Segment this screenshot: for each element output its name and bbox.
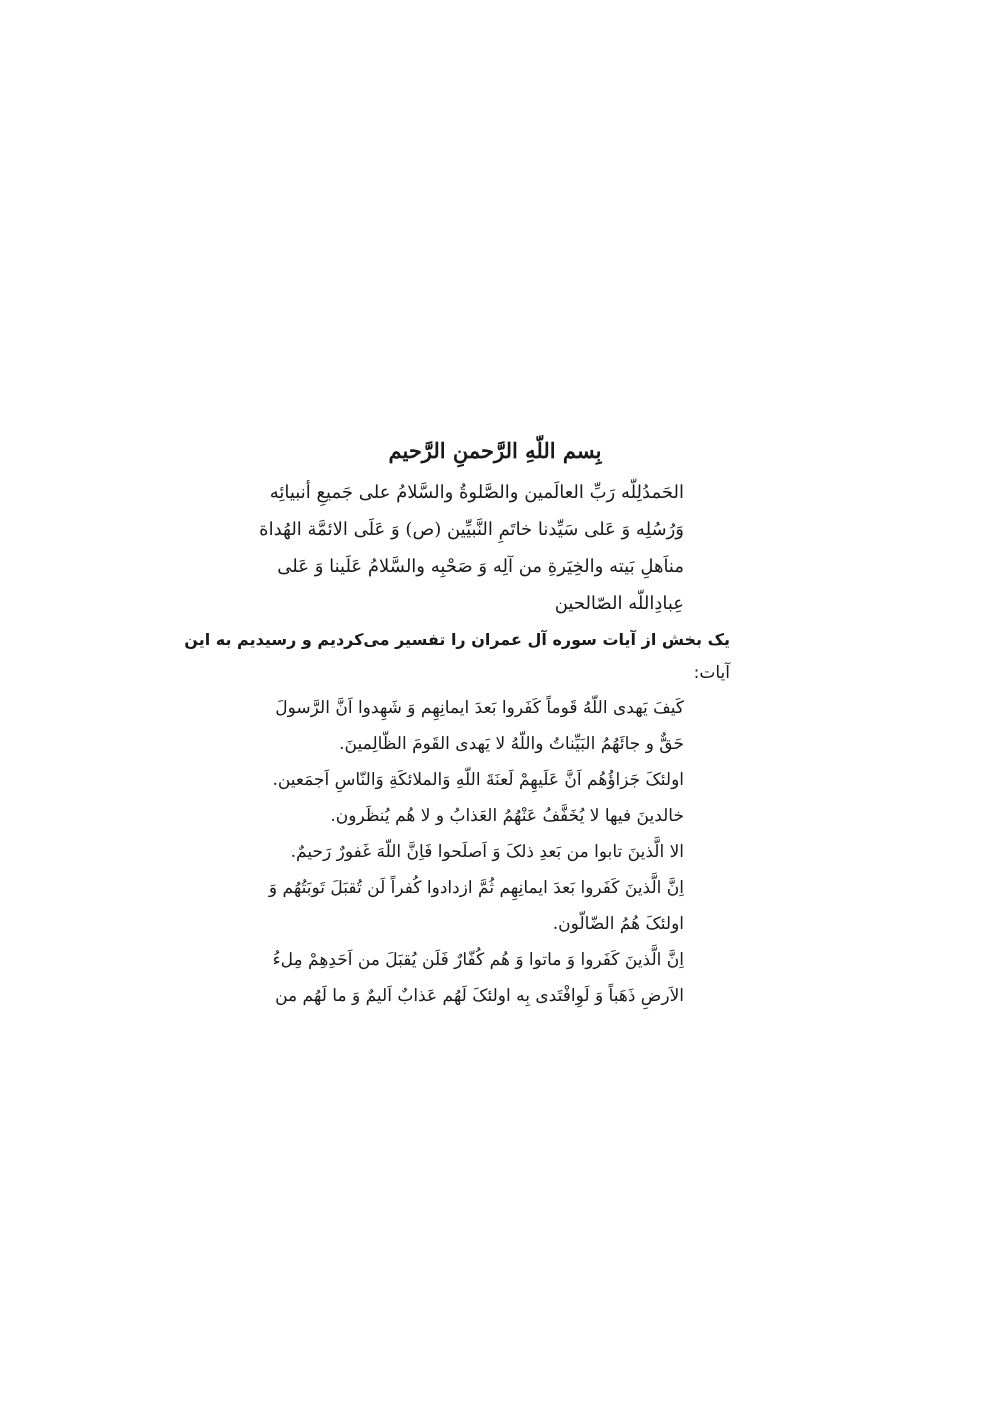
intro-line: وَرُسُلِه وَ عَلی سَيِّدنا خاتَمِ النَّبيِّين (ص) وَ عَلَی الائمَّة الهُداة bbox=[259, 519, 684, 540]
prose-line: آيات: bbox=[693, 663, 730, 683]
verse-line: اِنَّ الَّذينَ کَفَروا وَ ماتوا وَ هُم کُفّارٌ فَلَن يُقبَلَ من اَحَدِهِمْ مِلءُ bbox=[272, 950, 684, 970]
intro-line: عِبادِاللّه الصّالحين bbox=[554, 593, 684, 614]
verse-line: اولئکَ هُمُ الضّالّون. bbox=[552, 914, 684, 934]
intro-line: الحَمدُلِلّه رَبِّ العالَمين والصَّلوةُ والسَّلامُ علی جَميعِ أنبيائِه bbox=[269, 482, 684, 503]
page-title: بِسم اللّهِ الرَّحمنِ الرَّحيم bbox=[388, 438, 602, 463]
prose-line: یک بخش از آیات سوره آل عمران را تفسير می‌کرديم و رسيديم به اين bbox=[184, 630, 730, 649]
verse-line: الا الَّذينَ تابوا من بَعدِ ذلکَ وَ اَصلَحوا فَاِنَّ اللّهَ غَفورٌ رَحيمٌ. bbox=[290, 842, 684, 862]
verse-line: الاَرضِ ذَهَباً وَ لَوِافْتَدی بِه اولئکَ لَهُم عَذابٌ اَليمٌ وَ ما لَهُم من bbox=[275, 986, 684, 1006]
verse-line: حَقٌّ و جائَهُمُ البَيِّناتُ واللّهُ لا يَهدی القَومَ الظّالِمينَ. bbox=[339, 734, 684, 754]
verse-line: کَيفَ يَهدی اللّهُ قَوماً کَفَروا بَعدَ ايمانِهِم وَ شَهِدوا اَنَّ الرَّسولَ bbox=[275, 698, 684, 718]
verse-line: خالدينَ فيها لا يُخَفَّفُ عَنْهُمُ العَذابُ و لا هُم يُنظَرون. bbox=[330, 806, 684, 826]
intro-line: مناَهلِ بَيته والخِيَرةِ من آلِه وَ صَحْبِه والسَّلامُ عَلَينا وَ عَلی bbox=[277, 556, 684, 577]
verse-line: اولئکَ جَزاؤُهُم اَنَّ عَلَيهِمْ لَعنَةَ اللّهِ وَالملائکَةِ وَالنّاسِ اَجمَعين. bbox=[272, 770, 684, 790]
verse-line: اِنَّ الَّذينَ کَفَروا بَعدَ ايمانِهِم ثُمَّ ازدادوا کُفراً لَن تُقبَلَ تَوبَتُهُم وَ bbox=[268, 878, 684, 898]
